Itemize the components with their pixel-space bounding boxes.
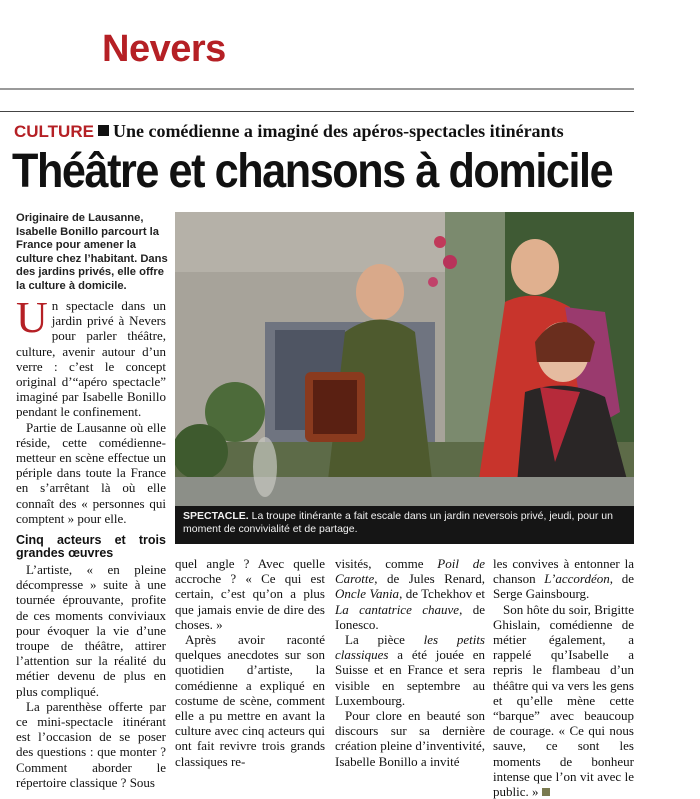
article-column-3 (335, 556, 485, 769)
article-column-2 (175, 556, 325, 769)
col3-paragraph-2: La pièce les petits classiques a été jouée en Suisse et en France et sera visible en septembre au Luxembourg. (335, 632, 485, 708)
col1-paragraph-4: La parenthèse offerte par ce mini-spectacle itinérant est l’occasion de se poser des questions : que monter ? Comment aborder le répertoire classique ? Sous (16, 698, 166, 790)
kicker-square-icon (98, 125, 109, 136)
drop-cap: U (16, 293, 48, 342)
article-rule (0, 111, 634, 112)
kicker-text: Une comédienne a imaginé des apéros-spectacles itinérants (112, 121, 564, 141)
col1-paragraph-2: Partie de Lausanne où elle réside, cette comédienne-metteur en scène effectue un périple dans toute la France en s’arrêtant là où elle connaît des « personnes qui comptent » pour elle. (16, 419, 166, 526)
section-title: Nevers (102, 28, 226, 70)
col3-paragraph-1: visités, comme Poil de Carotte, de Jules Renard, Oncle Vania, de Tchekhov et La cantatrice chauve, de Ionesco. (335, 556, 485, 632)
col1-paragraph-1 (16, 293, 166, 420)
kicker (14, 121, 564, 142)
col4-paragraph-2: Son hôte du soir, Brigitte Ghislain, comédienne de métier également, a rappelé qu’Isabelle a repris le flambeau d’un théâtre qui va vers les gens et qu’elle mène cette “barque” avec beaucoup de courage. « Ce qui nous sauve, ce sont les moments de bonheur intense que l’on vit avec le public. » (493, 601, 634, 799)
headline: Théâtre et chansons à domicile (12, 145, 613, 198)
caption-text: La troupe itinérante a fait escale dans un jardin neversois privé, jeudi, pour un moment de convivialité et de partage. (183, 510, 613, 535)
article-column-4 (493, 556, 634, 799)
col4-paragraph-1: les convives à entonner la chanson L’accordéon, de Serge Gainsbourg. (493, 556, 634, 602)
col1-paragraph-3: L’artiste, « en pleine décompresse » suite à une tournée éprouvante, profite de ces moments conviviaux pour évoquer la vie d’une troupe de théâtre, attirer l’attention sur la réalité du métier devenu de plus en plus compliqué. (16, 562, 166, 699)
photo-caption (175, 506, 634, 544)
col2-paragraph-1: quel angle ? Avec quelle accroche ? « Ce qui est certain, c’est qu’on a plus que jamais envie de dire des choses. » (175, 556, 325, 632)
kicker-category: CULTURE (14, 122, 94, 141)
article-photo (175, 212, 634, 506)
col3-paragraph-3: Pour clore en beauté son discours sur sa dernière création pleine d’inventivité, Isabelle Bonillo a invité (335, 708, 485, 769)
end-mark-icon (542, 788, 550, 796)
photo-illustration (175, 212, 634, 506)
col1-p1-text: n spectacle dans un jardin privé à Nevers pour parler théâtre, culture, avenir autour d’un verre : c’est le concept original d’“apéro spectacle” imaginé par Isabelle Bonillo pendant le confinement. (16, 298, 166, 420)
top-rule (0, 88, 634, 90)
intro-lead: Originaire de Lausanne, Isabelle Bonillo parcourt la France pour amener la culture chez l’habitant. Dans des jardins privés, elle offre la culture à domicile. (16, 212, 168, 292)
subheading: Cinq acteurs et trois grandes œuvres (16, 533, 166, 561)
caption-label: SPECTACLE. (183, 510, 249, 522)
article-column-1 (16, 293, 166, 790)
col2-paragraph-2: Après avoir raconté quelques anecdotes sur son quotidien d’artiste, la comédienne a expliqué en costume de scène, comment elle a pu mettre en avant la culture avec cinq acteurs qui ont fait revivre trois grands classiques re- (175, 632, 325, 769)
